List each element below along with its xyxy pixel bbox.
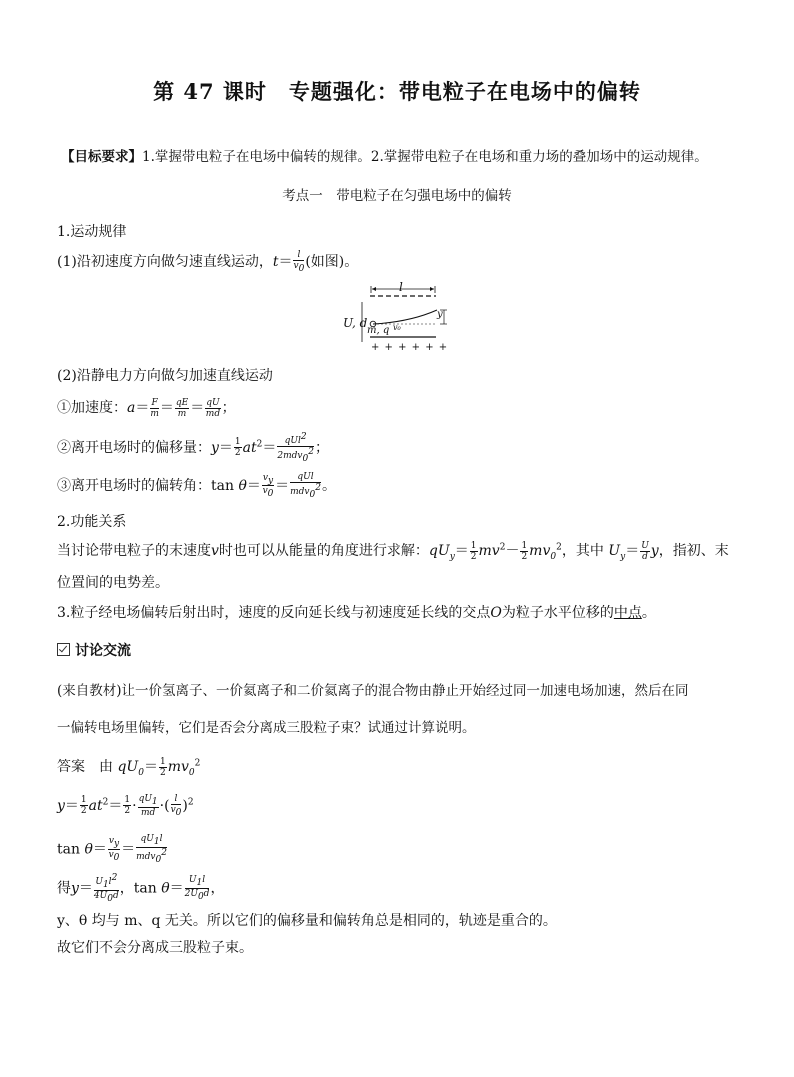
conclusion-2: 故它们不会分离成三股粒子束。 — [57, 940, 253, 956]
p1-item1-prefix: (1)沿初速度方向做匀速直线运动， — [57, 253, 273, 270]
discussion-heading: 讨论交流 — [75, 643, 131, 659]
diagram-plus-signs: + + + + + + — [371, 342, 449, 353]
accel-line: ①加速度：a＝ $\frac{F}{m}$ ＝ $\frac{qE}{m}$ ＝ $\frac{qU}{md}$ ； — [57, 397, 236, 419]
p2-text-a: 当讨论带电粒子的末速度 — [57, 543, 211, 559]
p1-item1-suffix: (如图)。 — [305, 253, 359, 270]
p1-item2: (2)沿静电力方向做匀加速直线运动 — [57, 368, 273, 384]
page-title: 第 47 课时 专题强化：带电粒子在电场中的偏转 — [153, 79, 641, 104]
p2-line2: 位置间的电势差。 — [57, 575, 169, 591]
p1-heading: 1.运动规律 — [57, 224, 127, 240]
accel-label: ①加速度： — [57, 400, 127, 416]
formula-time: t — [272, 253, 279, 270]
frac-l-over-v0: $\frac{l}{v_0}$ — [293, 250, 305, 274]
answer-label: 答案 由 — [57, 759, 113, 775]
diagram-label-v0: v₀ — [393, 323, 401, 332]
section-heading: 考点一 带电粒子在匀强电场中的偏转 — [282, 188, 512, 204]
p3-midpoint: 中点 — [613, 605, 642, 621]
conclusion-1: y、θ 均与 m、q 无关。所以它们的偏移量和偏转角总是相同的，轨迹是重合的。 — [57, 913, 557, 929]
angle-line: ③离开电场时的偏转角：tan θ＝ $\frac{v_y}{v_0}$ ＝ $\frac{\text{qUl}}{mdv_0^2}$ 。 — [57, 472, 336, 500]
discussion-q1: (来自教材)让一价氢离子、一价氦离子和二价氦离子的混合物由静止开始经过同一加速电场加速，然后在同 — [57, 683, 689, 699]
diagram-label-y: y — [437, 309, 443, 320]
diagram-label-mq: m, q — [367, 325, 390, 336]
answer-line: 答案 由 $qU_0=$ $\frac{1}{2}$ $mv_0^2$ — [57, 756, 201, 778]
requirement-text: 1.掌握带电粒子在电场中偏转的规律。2.掌握带电粒子在电场和重力场的叠加场中的运动规律。 — [142, 149, 708, 165]
p3-line: 3.粒子经电场偏转后射出时，速度的反向延长线与初速度延长线的交点O为粒子水平位移的中点。 — [57, 605, 656, 621]
diagram-label-ud: U, d — [343, 316, 368, 330]
answer-tan-formula: tan θ＝ $\frac{v_y}{v_0}$ ＝ $\frac{qU_1l}{mdv_0^2}$ — [57, 834, 167, 865]
answer-y-formula: y＝ $\frac{1}{2}$ $at^2=$ $\frac{1}{2}$ · $\frac{qU_1}{md}$ ·( $\frac{l}{v_0}$ )$^2$ — [57, 794, 194, 818]
p3-text-a: 3.粒子经电场偏转后射出时，速度的反向延长线与初速度延长线的交点 — [57, 605, 491, 621]
diagram-label-l: l — [399, 280, 403, 294]
discussion-q2: 一偏转电场里偏转，它们是否会分离成三股粒子束？试通过计算说明。 — [57, 720, 476, 736]
checkbox-icon — [57, 643, 70, 656]
result-prefix: 得 — [57, 880, 71, 897]
p2-heading: 2.功能关系 — [57, 514, 127, 530]
requirement-line — [61, 145, 708, 165]
p2-text-c: ，其中 — [561, 543, 604, 559]
p3-text-d: 。 — [641, 605, 656, 621]
p2-line1: 当讨论带电粒子的末速度v时也可以从能量的角度进行求解：$qU_y=$ $\frac{1}{2}$ $mv^2-$ $\frac{1}{2}$ $mv_0^2$，其中 $U_y=$ $\frac{U}{d}$ y，指初、末 — [57, 540, 729, 562]
p1-item1: (1)沿初速度方向做匀速直线运动，t＝ $\frac{l}{v_0}$ (如图)。 — [57, 250, 359, 274]
offset-label: ②离开电场时的偏移量： — [57, 439, 211, 456]
discussion-heading-line — [57, 640, 131, 660]
p2-text-d: ，指初、末 — [658, 543, 729, 559]
angle-label: ③离开电场时的偏转角： — [57, 477, 211, 494]
p3-text-b: 为粒子水平位移的 — [501, 605, 614, 621]
requirement-tag: 【目标要求】 — [61, 149, 142, 165]
answer-result: 得y＝ $\frac{U_1l^2}{4U_0d}$ ，tan θ＝ $\frac{U_1l}{2U_0d}$ ， — [57, 873, 225, 904]
offset-line: ②离开电场时的偏移量：y＝ $\frac{1}{2}$ $at^2=$ $\frac{qUl^2}{2mdv_0^2}$ ； — [57, 432, 329, 464]
p2-text-b: 时也可以从能量的角度进行求解： — [218, 543, 429, 559]
